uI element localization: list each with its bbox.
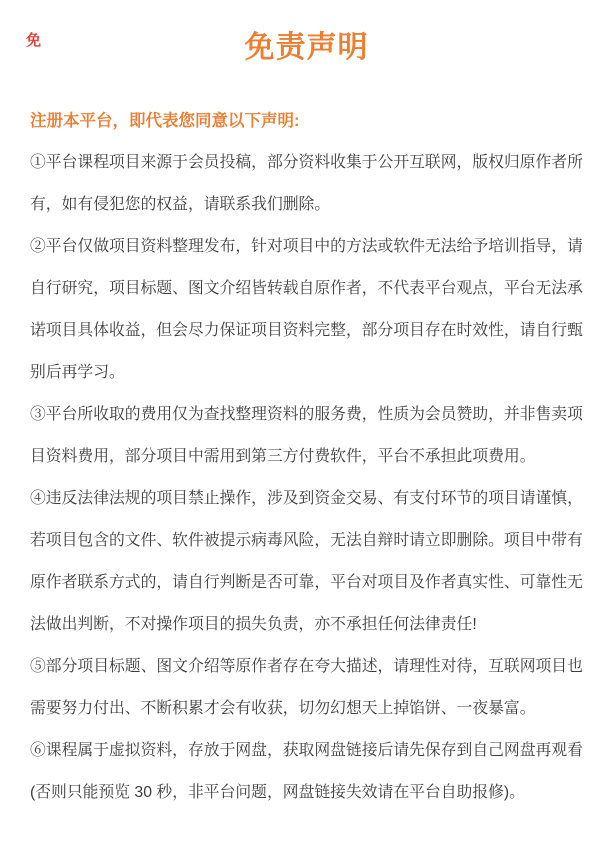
disclaimer-paragraph-3: ③平台所收取的费用仅为查找整理资料的服务费，性质为会员赞助，并非售卖项目资料费用，部分项目中需用到第三方付费软件，平台不承担此项费用。 [30, 406, 583, 465]
disclaimer-paragraph-4: ④违反法律法规的项目禁止操作，涉及到资金交易、有支付环节的项目请谨慎，若项目包含的文件、软件被提示病毒风险，无法自辩时请立即删除。项目中带有原作者联系方式的，请自行判断是否可靠，平台对项目及作者真实性、可靠性无法做出判断，不对操作项目的损失负责，亦不承担任何法律责任! [30, 490, 583, 633]
disclaimer-paragraph-6: ⑥课程属于虚拟资料，存放于网盘，获取网盘链接后请先保存到自己网盘再观看(否则只能预览 30 秒，非平台问题，网盘链接失效请在平台自助报修)。 [30, 742, 583, 801]
disclaimer-body [0, 100, 613, 814]
red-stamp-icon: 免 [26, 32, 42, 49]
disclaimer-page [0, 26, 613, 814]
disclaimer-paragraph-5: ⑤部分项目标题、图文介绍等原作者存在夸大描述，请理性对待，互联网项目也需要努力付出、不断积累才会有收获，切勿幻想天上掉馅饼、一夜暴富。 [30, 658, 583, 717]
page-title: 免责声明 [244, 31, 369, 64]
disclaimer-paragraph-1: ①平台课程项目来源于会员投稿，部分资料收集于公开互联网，版权归原作者所有，如有侵犯您的权益，请联系我们删除。 [30, 154, 583, 213]
disclaimer-paragraph-2: ②平台仅做项目资料整理发布，针对项目中的方法或软件无法给予培训指导，请自行研究，项目标题、图文介绍皆转载自原作者，不代表平台观点，平台无法承诺项目具体收益，但会尽力保证项目资料完整，部分项目存在时效性，请自行甄别后再学习。 [30, 238, 583, 381]
intro-statement: 注册本平台，即代表您同意以下声明: [30, 112, 300, 130]
